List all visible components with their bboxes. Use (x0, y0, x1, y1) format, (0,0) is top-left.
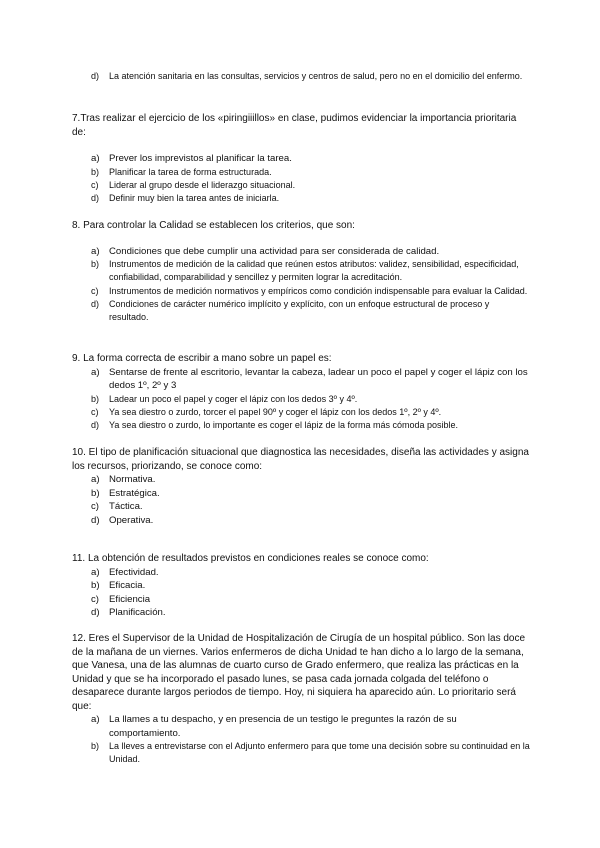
option-text: Condiciones que debe cumplir una actividad para ser considerada de calidad. (109, 245, 440, 257)
question-12 (72, 632, 530, 767)
option-letter: b) (91, 487, 100, 499)
option-text: Normativa. (109, 474, 156, 485)
option-11-a (72, 566, 530, 580)
question-9-text: 9. La forma correcta de escribir a mano sobre un papel es: (72, 353, 332, 364)
option-7-b (72, 166, 530, 179)
option-text: Ya sea diestro o zurdo, torcer el papel 90º y coger el lápiz con los dedos 1º, 2º y 4º. (109, 406, 442, 417)
option-10-a (72, 473, 530, 487)
option-10-c (72, 500, 530, 514)
option-text: Sentarse de frente al escritorio, levantar la cabeza, ladear un poco el papel y coger el lápiz con los dedos 1º, 2º y 3 (109, 366, 528, 392)
option-letter: c) (91, 406, 99, 417)
option-text: La atención sanitaria en las consultas, servicios y centros de salud, pero no en el domicilio del enfermo. (109, 71, 523, 81)
option-text: La llames a tu despacho, y en presencia de un testigo le preguntes la razón de su comportamiento. (109, 714, 457, 739)
option-letter: d) (91, 193, 100, 204)
option-letter: a) (91, 153, 100, 164)
question-12-text: 12. Eres el Supervisor de la Unidad de Hospitalización de Cirugía de un hospital público. Son las doce de la mañana de un viernes. Varios enfermeros de dicha Unidad te han dicho a lo largo de la semana, que Vanesa, una de las alumnas de cuarto curso de Grado enfermero, que realiza las prácticas en la Unidad y que se ha incorporado el pasado lunes, se pasa cada jornada colgada del teléfono o desaparece durante largos periodos de tiempo. Hoy, ni siquiera ha aparecido aún. Lo prioritario será que: (72, 633, 526, 712)
option-text: Prever los imprevistos al planificar la tarea. (109, 153, 292, 164)
options-12 (72, 713, 530, 767)
option-letter: d) (91, 514, 100, 526)
option-text: Definir muy bien la tarea antes de iniciarla. (109, 193, 280, 204)
option-text: Estratégica. (109, 487, 160, 499)
option-letter: c) (91, 285, 99, 296)
options-prev (72, 70, 530, 83)
option-letter: d) (91, 71, 100, 81)
option-letter: b) (91, 393, 100, 404)
option-letter: a) (91, 366, 100, 378)
option-letter: a) (91, 566, 100, 578)
option-8-c (72, 285, 530, 298)
question-11 (72, 552, 530, 620)
option-12-b (72, 740, 530, 767)
question-7 (72, 112, 530, 205)
option-prev-d (72, 70, 530, 83)
option-11-c (72, 593, 530, 607)
option-9-d (72, 419, 530, 432)
option-8-a (72, 245, 530, 259)
option-letter: c) (91, 179, 99, 190)
option-text: Ladear un poco el papel y coger el lápiz con los dedos 3º y 4º. (109, 393, 358, 404)
option-letter: b) (91, 166, 100, 177)
option-letter: a) (91, 714, 100, 725)
question-7-text: 7.Tras realizar el ejercicio de los «piringiiillos» en clase, pudimos evidenciar la importancia prioritaria de: (72, 113, 517, 138)
question-11-text: 11. La obtención de resultados previstos en condiciones reales se conoce como: (72, 553, 429, 564)
option-letter: c) (91, 593, 99, 605)
option-letter: b) (91, 580, 100, 592)
option-letter: d) (91, 298, 100, 309)
option-12-a (72, 713, 530, 740)
option-text: Liderar al grupo desde el liderazgo situacional. (109, 179, 296, 190)
options-7 (72, 152, 530, 205)
option-letter: b) (91, 259, 100, 270)
question-10-text: 10. El tipo de planificación situacional que diagnostica las necesidades, diseña las actividades y asigna los recursos, priorizando, se conoce como: (72, 447, 529, 472)
option-text: Táctica. (109, 501, 143, 513)
option-text: Instrumentos de medición de la calidad que reúnen estos atributos: validez, sensibilidad, especificidad, confiabilidad, comparabilidad y sencillez y permiten lograr la acreditación. (109, 259, 519, 283)
option-letter: d) (91, 607, 100, 619)
option-letter: c) (91, 501, 99, 513)
option-text: La lleves a entrevistarse con el Adjunto enfermero para que tome una decisión sobre su continuidad en la Unidad. (109, 741, 530, 765)
option-text: Operativa. (109, 514, 154, 526)
option-11-b (72, 579, 530, 593)
option-text: Condiciones de carácter numérico implícito y explícito, con un enfoque estructural de proceso y resultado. (109, 298, 490, 323)
option-7-d (72, 192, 530, 205)
option-letter: a) (91, 474, 100, 485)
option-text: Efectividad. (109, 566, 159, 578)
options-10 (72, 473, 530, 527)
question-9 (72, 352, 530, 433)
option-letter: a) (91, 245, 100, 257)
option-7-a (72, 152, 530, 166)
option-8-b (72, 258, 530, 285)
option-text: Ya sea diestro o zurdo, lo importante es coger el lápiz de la forma más cómoda posible. (109, 420, 459, 431)
option-text: Planificar la tarea de forma estructurada. (109, 166, 272, 177)
options-8 (72, 245, 530, 325)
option-9-b (72, 393, 530, 406)
option-letter: b) (91, 741, 100, 752)
option-10-b (72, 487, 530, 501)
question-10 (72, 446, 530, 527)
option-text: Planificación. (109, 607, 166, 619)
option-9-c (72, 406, 530, 419)
option-10-d (72, 514, 530, 528)
option-text: Instrumentos de medición normativos y empíricos como condición indispensable para evaluar la Calidad. (109, 285, 528, 296)
option-9-a (72, 366, 530, 393)
option-8-d (72, 298, 530, 325)
option-11-d (72, 606, 530, 620)
question-8-text: 8. Para controlar la Calidad se establecen los criterios, que son: (72, 220, 355, 231)
option-text: Eficacia. (109, 580, 146, 592)
options-9 (72, 366, 530, 433)
option-text: Eficiencia (109, 593, 151, 605)
question-8 (72, 219, 530, 325)
question-prev-continuation (72, 70, 530, 83)
option-7-c (72, 179, 530, 192)
option-letter: d) (91, 420, 100, 431)
options-11 (72, 566, 530, 620)
